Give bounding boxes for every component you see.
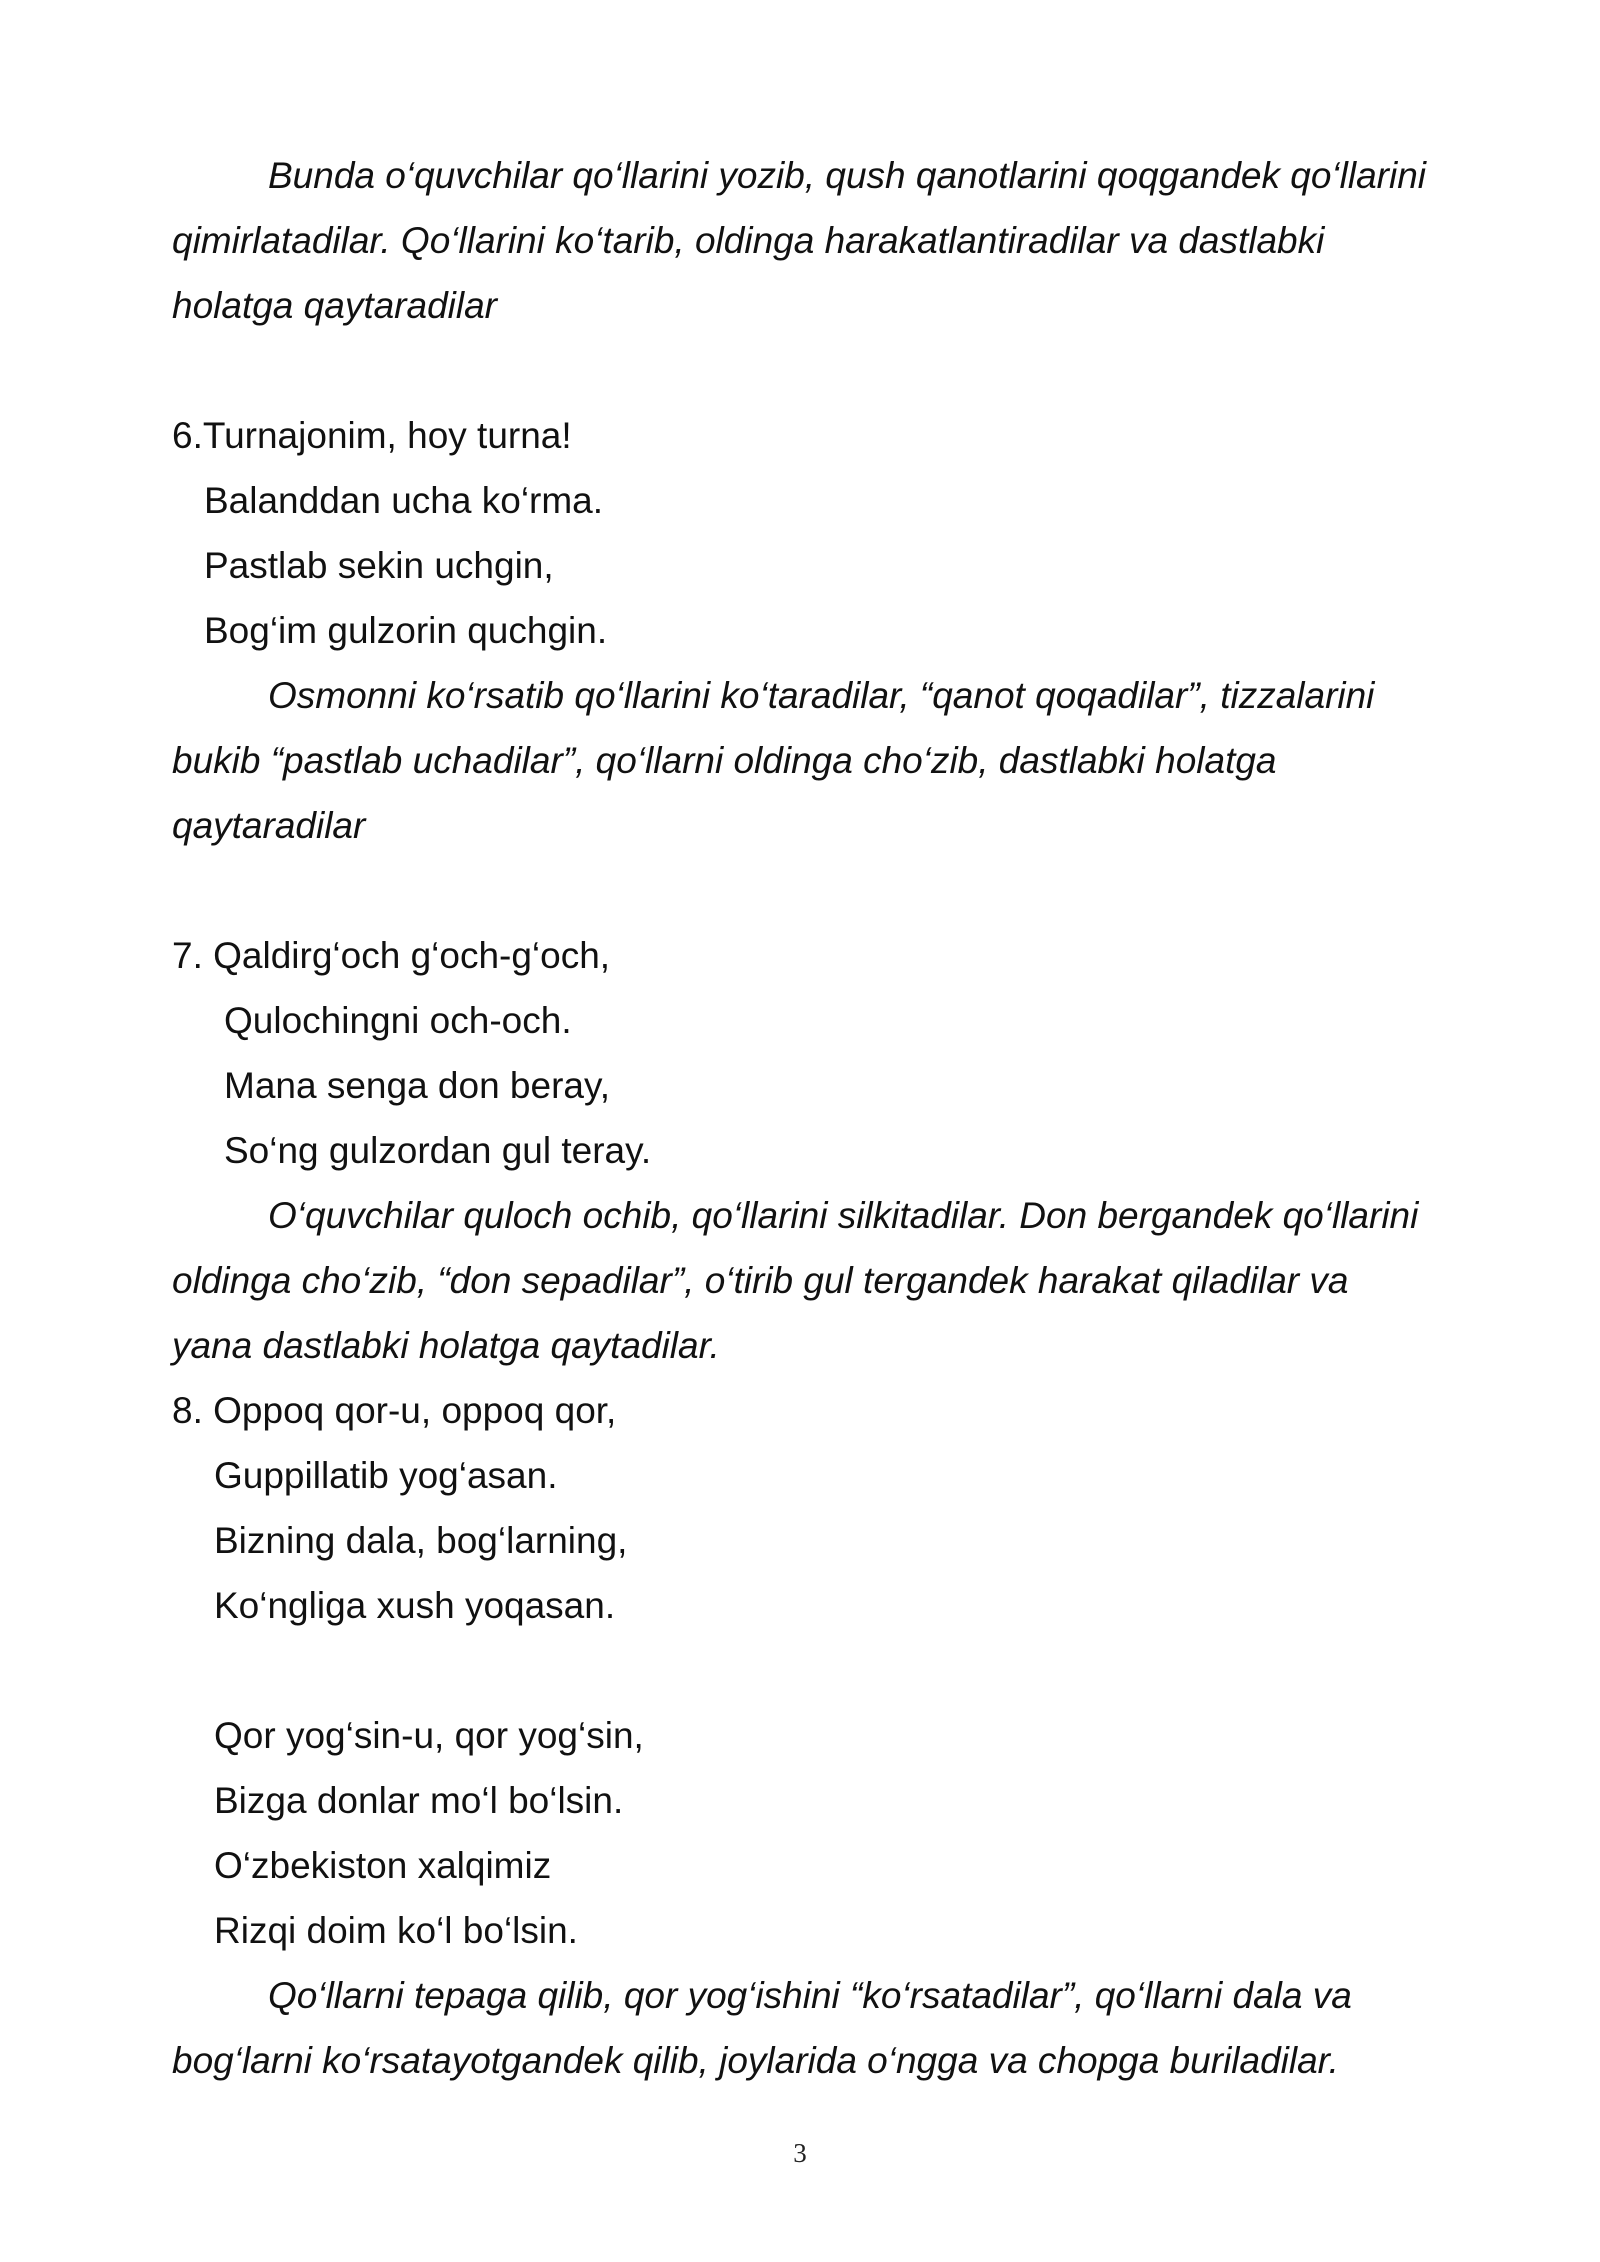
verse-line: Bizning dala, bog‘larning,	[214, 1520, 628, 1561]
paragraph-line: holatga qaytaradilar	[172, 285, 497, 326]
paragraph-line: Qo‘llarni tepaga qilib, qor yog‘ishini “ko‘rsatadilar”, qo‘llarni dala va	[268, 1975, 1352, 2016]
verse-line: Qulochingni och-och.	[224, 1000, 572, 1041]
verse-line: So‘ng gulzordan gul teray.	[224, 1130, 652, 1171]
paragraph-line: bog‘larni ko‘rsatayotgandek qilib, joylarida o‘ngga va chopga buriladilar.	[172, 2040, 1339, 2081]
verse-8-stanza-1	[172, 1378, 1462, 1638]
paragraph-line: Osmonni ko‘rsatib qo‘llarini ko‘taradilar, “qanot qoqadilar”, tizzalarini	[268, 675, 1375, 716]
verse-line: Bog‘im gulzorin quchgin.	[204, 610, 608, 651]
verse-line: Mana senga don beray,	[224, 1065, 611, 1106]
instruction-paragraph-4	[172, 1963, 1462, 2093]
paragraph-line: Bunda o‘quvchilar qo‘llarini yozib, qush qanotlarini qoqgandek qo‘llarini	[268, 155, 1427, 196]
page-number: 3	[793, 2138, 807, 2168]
verse-line: O‘zbekiston xalqimiz	[214, 1845, 552, 1886]
paragraph-line: qaytaradilar	[172, 805, 366, 846]
verse-line: Balanddan ucha ko‘rma.	[204, 480, 604, 521]
verse-line: Ko‘ngliga xush yoqasan.	[214, 1585, 616, 1626]
verse-line: Rizqi doim ko‘l bo‘lsin.	[214, 1910, 578, 1951]
paragraph-line: yana dastlabki holatga qaytadilar.	[172, 1325, 720, 1366]
verse-line: Guppillatib yog‘asan.	[214, 1455, 558, 1496]
paragraph-line: bukib “pastlab uchadilar”, qo‘llarni oldinga cho‘zib, dastlabki holatga	[172, 740, 1277, 781]
instruction-paragraph-3	[172, 1183, 1462, 1378]
verse-line: Bizga donlar mo‘l bo‘lsin.	[214, 1780, 624, 1821]
verse-line: 6.Turnajonim, hoy turna!	[172, 415, 572, 456]
instruction-paragraph-1	[172, 143, 1462, 338]
paragraph-line: O‘quvchilar quloch ochib, qo‘llarini silkitadilar. Don bergandek qo‘llarini	[268, 1195, 1419, 1236]
verse-line: 7. Qaldirg‘och g‘och-g‘och,	[172, 935, 611, 976]
verse-8-stanza-2	[172, 1703, 1462, 1963]
verse-line: Qor yog‘sin-u, qor yog‘sin,	[214, 1715, 644, 1756]
paragraph-line: qimirlatadilar. Qo‘llarini ko‘tarib, oldinga harakatlantiradilar va dastlabki	[172, 220, 1325, 261]
instruction-paragraph-2	[172, 663, 1462, 858]
paragraph-line: oldinga cho‘zib, “don sepadilar”, o‘tirib gul tergandek harakat qiladilar va	[172, 1260, 1349, 1301]
verse-line: 8. Oppoq qor-u, oppoq qor,	[172, 1390, 617, 1431]
verse-line: Pastlab sekin uchgin,	[204, 545, 554, 586]
verse-6	[172, 403, 1462, 663]
verse-7	[172, 923, 1462, 1183]
